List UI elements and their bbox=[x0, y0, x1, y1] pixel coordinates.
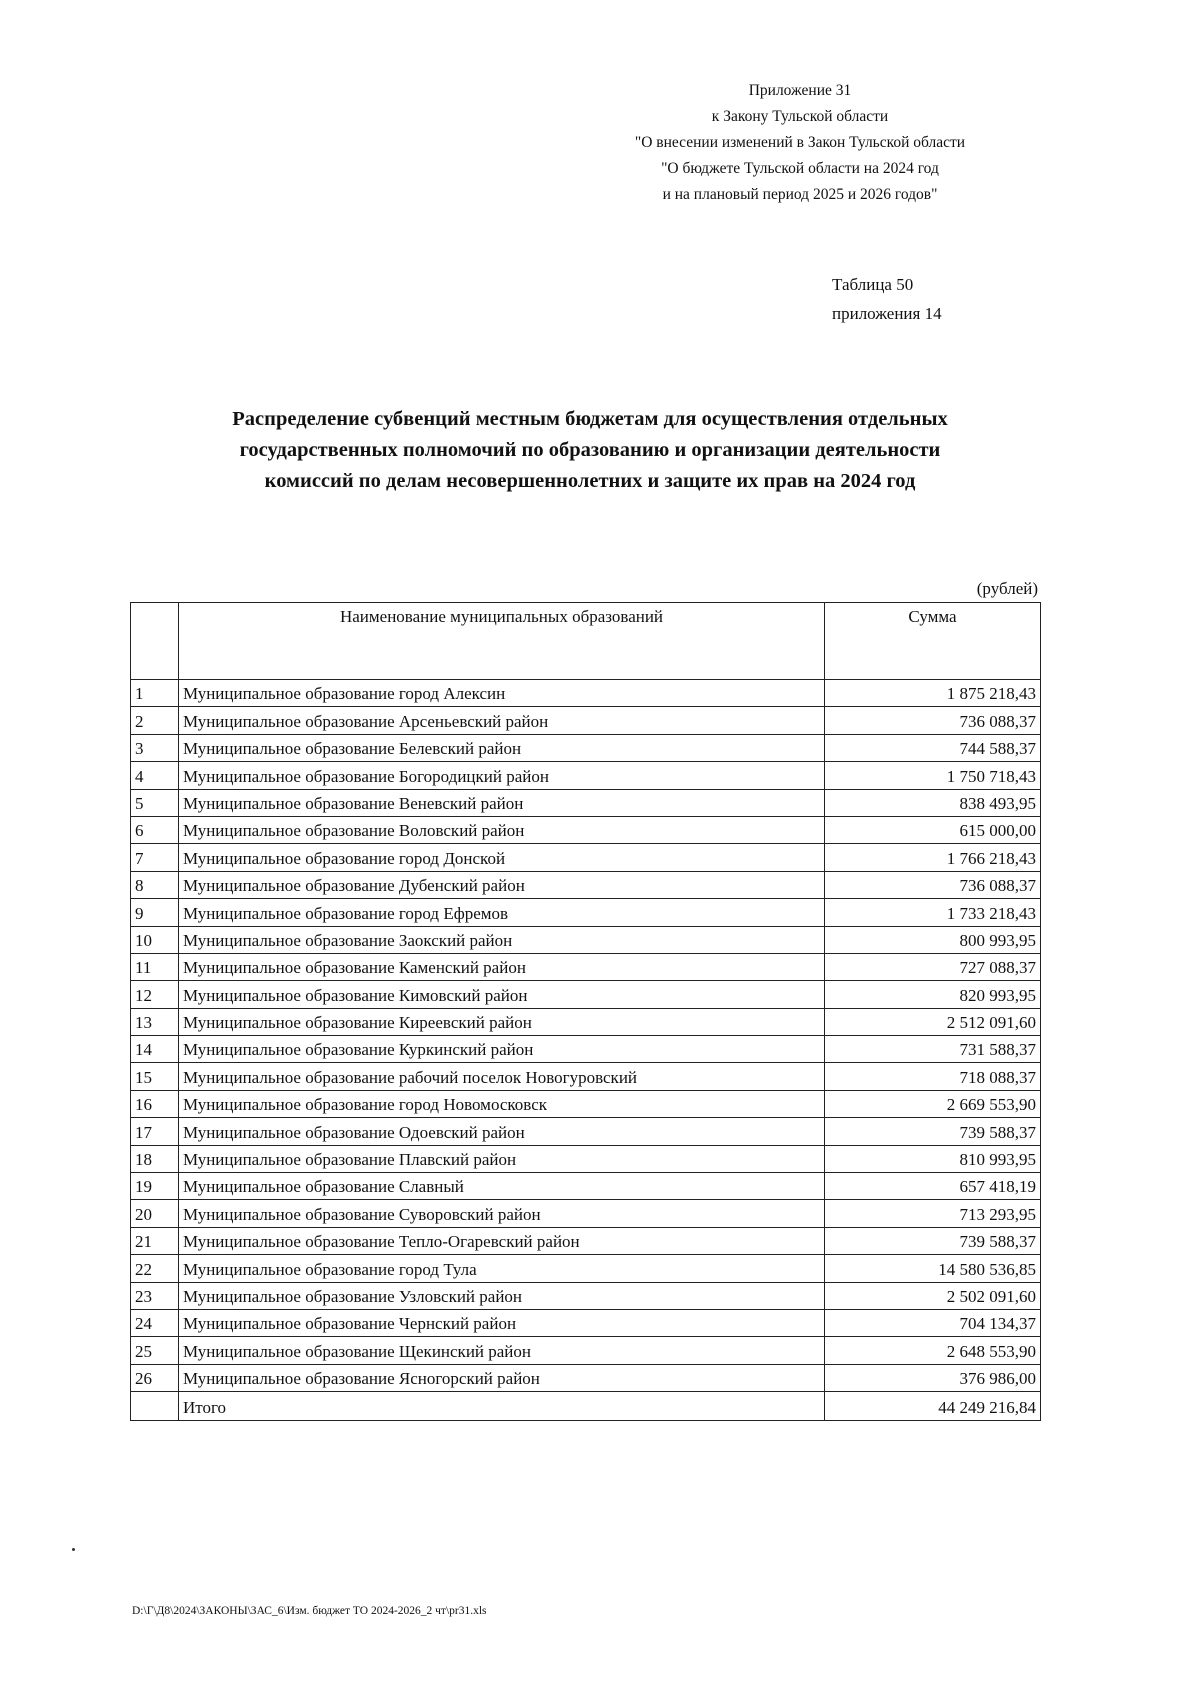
row-sum: 2 512 091,60 bbox=[825, 1008, 1041, 1035]
appendix-header-line: Приложение 31 bbox=[748, 82, 852, 99]
table-row bbox=[131, 1255, 1041, 1282]
row-number: 26 bbox=[131, 1364, 179, 1391]
table-row bbox=[131, 899, 1041, 926]
row-name: Муниципальное образование Воловский район bbox=[179, 816, 825, 843]
row-name: Муниципальное образование Суворовский район bbox=[179, 1200, 825, 1227]
total-label: Итого bbox=[179, 1392, 825, 1421]
row-sum: 1 875 218,43 bbox=[825, 680, 1041, 707]
row-name: Муниципальное образование Заокский район bbox=[179, 926, 825, 953]
row-name: Муниципальное образование Богородицкий район bbox=[179, 762, 825, 789]
row-sum: 14 580 536,85 bbox=[825, 1255, 1041, 1282]
row-sum: 736 088,37 bbox=[825, 871, 1041, 898]
table-row bbox=[131, 1282, 1041, 1309]
document-title bbox=[120, 404, 1060, 497]
appendix-header-line: "О внесении изменений в Закон Тульской области bbox=[634, 134, 966, 151]
row-name: Муниципальное образование Одоевский район bbox=[179, 1118, 825, 1145]
row-name: Муниципальное образование Киреевский район bbox=[179, 1008, 825, 1035]
table-row bbox=[131, 1145, 1041, 1172]
row-number: 6 bbox=[131, 816, 179, 843]
row-sum: 2 502 091,60 bbox=[825, 1282, 1041, 1309]
table-body bbox=[131, 680, 1041, 1392]
appendix-number: приложения 14 bbox=[832, 304, 942, 323]
row-sum: 838 493,95 bbox=[825, 789, 1041, 816]
table-row bbox=[131, 1200, 1041, 1227]
row-name: Муниципальное образование Ясногорский район bbox=[179, 1364, 825, 1391]
row-number: 18 bbox=[131, 1145, 179, 1172]
row-sum: 736 088,37 bbox=[825, 707, 1041, 734]
row-number: 24 bbox=[131, 1309, 179, 1336]
table-header-row bbox=[131, 603, 1041, 680]
title-line: комиссий по делам несовершеннолетних и защите их прав на 2024 год bbox=[264, 470, 916, 492]
row-name: Муниципальное образование Славный bbox=[179, 1173, 825, 1200]
row-sum: 810 993,95 bbox=[825, 1145, 1041, 1172]
row-sum: 615 000,00 bbox=[825, 816, 1041, 843]
table-row bbox=[131, 734, 1041, 761]
row-number: 16 bbox=[131, 1090, 179, 1117]
row-number: 13 bbox=[131, 1008, 179, 1035]
table-row bbox=[131, 1008, 1041, 1035]
row-sum: 800 993,95 bbox=[825, 926, 1041, 953]
title-line: государственных полномочий по образованию и организации деятельности bbox=[239, 439, 941, 461]
distribution-table bbox=[130, 602, 1041, 1421]
table-row bbox=[131, 680, 1041, 707]
row-number: 8 bbox=[131, 871, 179, 898]
row-number: 12 bbox=[131, 981, 179, 1008]
row-sum: 727 088,37 bbox=[825, 953, 1041, 980]
appendix-header-line: "О бюджете Тульской области на 2024 год bbox=[661, 160, 939, 177]
row-name: Муниципальное образование город Новомосковск bbox=[179, 1090, 825, 1117]
row-sum: 744 588,37 bbox=[825, 734, 1041, 761]
row-name: Муниципальное образование город Ефремов bbox=[179, 899, 825, 926]
row-number: 7 bbox=[131, 844, 179, 871]
header-name-cell: Наименование муниципальных образований bbox=[179, 603, 825, 680]
table-row bbox=[131, 871, 1041, 898]
row-number: 14 bbox=[131, 1036, 179, 1063]
row-sum: 2 669 553,90 bbox=[825, 1090, 1041, 1117]
row-sum: 713 293,95 bbox=[825, 1200, 1041, 1227]
row-name: Муниципальное образование Белевский район bbox=[179, 734, 825, 761]
row-number: 10 bbox=[131, 926, 179, 953]
table-row bbox=[131, 1173, 1041, 1200]
row-sum: 2 648 553,90 bbox=[825, 1337, 1041, 1364]
row-number: 19 bbox=[131, 1173, 179, 1200]
table-number: Таблица 50 bbox=[832, 275, 914, 294]
row-number: 4 bbox=[131, 762, 179, 789]
table-row bbox=[131, 1036, 1041, 1063]
row-sum: 820 993,95 bbox=[825, 981, 1041, 1008]
row-name: Муниципальное образование Плавский район bbox=[179, 1145, 825, 1172]
table-row bbox=[131, 762, 1041, 789]
table-row bbox=[131, 844, 1041, 871]
row-number: 22 bbox=[131, 1255, 179, 1282]
table-row bbox=[131, 1063, 1041, 1090]
table-row bbox=[131, 789, 1041, 816]
row-name: Муниципальное образование город Донской bbox=[179, 844, 825, 871]
row-number: 9 bbox=[131, 899, 179, 926]
row-sum: 739 588,37 bbox=[825, 1118, 1041, 1145]
row-sum: 657 418,19 bbox=[825, 1173, 1041, 1200]
row-sum: 376 986,00 bbox=[825, 1364, 1041, 1391]
row-number: 17 bbox=[131, 1118, 179, 1145]
row-name: Муниципальное образование Веневский район bbox=[179, 789, 825, 816]
table-row bbox=[131, 1309, 1041, 1336]
row-sum: 1 733 218,43 bbox=[825, 899, 1041, 926]
table-row bbox=[131, 816, 1041, 843]
row-number: 21 bbox=[131, 1227, 179, 1254]
total-row bbox=[131, 1392, 1041, 1421]
appendix-header-line: к Закону Тульской области bbox=[711, 108, 889, 125]
table-reference bbox=[832, 270, 942, 328]
table-row bbox=[131, 1364, 1041, 1391]
row-number: 23 bbox=[131, 1282, 179, 1309]
scan-mark bbox=[72, 1548, 75, 1551]
row-name: Муниципальное образование Кимовский район bbox=[179, 981, 825, 1008]
table-row bbox=[131, 1227, 1041, 1254]
row-name: Муниципальное образование Арсеньевский район bbox=[179, 707, 825, 734]
table-row bbox=[131, 1118, 1041, 1145]
units-label: (рублей) bbox=[976, 579, 1038, 598]
row-sum: 739 588,37 bbox=[825, 1227, 1041, 1254]
file-path: D:\Г\Д8\2024\ЗАКОНЫ\ЗАС_6\Изм. бюджет ТО 2024-2026_2 чт\pr31.xls bbox=[132, 1605, 487, 1617]
total-sum: 44 249 216,84 bbox=[825, 1392, 1041, 1421]
row-name: Муниципальное образование рабочий поселок Новогуровский bbox=[179, 1063, 825, 1090]
row-number: 25 bbox=[131, 1337, 179, 1364]
row-number: 5 bbox=[131, 789, 179, 816]
row-name: Муниципальное образование Щекинский район bbox=[179, 1337, 825, 1364]
table-row bbox=[131, 926, 1041, 953]
total-number-cell bbox=[131, 1392, 179, 1421]
row-number: 20 bbox=[131, 1200, 179, 1227]
appendix-header bbox=[560, 78, 1040, 208]
row-name: Муниципальное образование Дубенский район bbox=[179, 871, 825, 898]
row-name: Муниципальное образование Куркинский район bbox=[179, 1036, 825, 1063]
title-line: Распределение субвенций местным бюджетам для осуществления отдельных bbox=[232, 408, 948, 430]
row-number: 3 bbox=[131, 734, 179, 761]
row-sum: 704 134,37 bbox=[825, 1309, 1041, 1336]
table-row bbox=[131, 1090, 1041, 1117]
row-number: 15 bbox=[131, 1063, 179, 1090]
row-name: Муниципальное образование город Тула bbox=[179, 1255, 825, 1282]
row-sum: 718 088,37 bbox=[825, 1063, 1041, 1090]
row-sum: 1 750 718,43 bbox=[825, 762, 1041, 789]
table-row bbox=[131, 707, 1041, 734]
row-name: Муниципальное образование город Алексин bbox=[179, 680, 825, 707]
row-number: 2 bbox=[131, 707, 179, 734]
row-name: Муниципальное образование Чернский район bbox=[179, 1309, 825, 1336]
table-row bbox=[131, 953, 1041, 980]
row-name: Муниципальное образование Тепло-Огаревский район bbox=[179, 1227, 825, 1254]
row-sum: 731 588,37 bbox=[825, 1036, 1041, 1063]
header-sum-cell: Сумма bbox=[825, 603, 1041, 680]
row-name: Муниципальное образование Узловский район bbox=[179, 1282, 825, 1309]
table-row bbox=[131, 981, 1041, 1008]
table-row bbox=[131, 1337, 1041, 1364]
row-name: Муниципальное образование Каменский район bbox=[179, 953, 825, 980]
header-number-cell bbox=[131, 603, 179, 680]
row-sum: 1 766 218,43 bbox=[825, 844, 1041, 871]
row-number: 1 bbox=[131, 680, 179, 707]
appendix-header-line: и на плановый период 2025 и 2026 годов" bbox=[662, 186, 938, 203]
row-number: 11 bbox=[131, 953, 179, 980]
